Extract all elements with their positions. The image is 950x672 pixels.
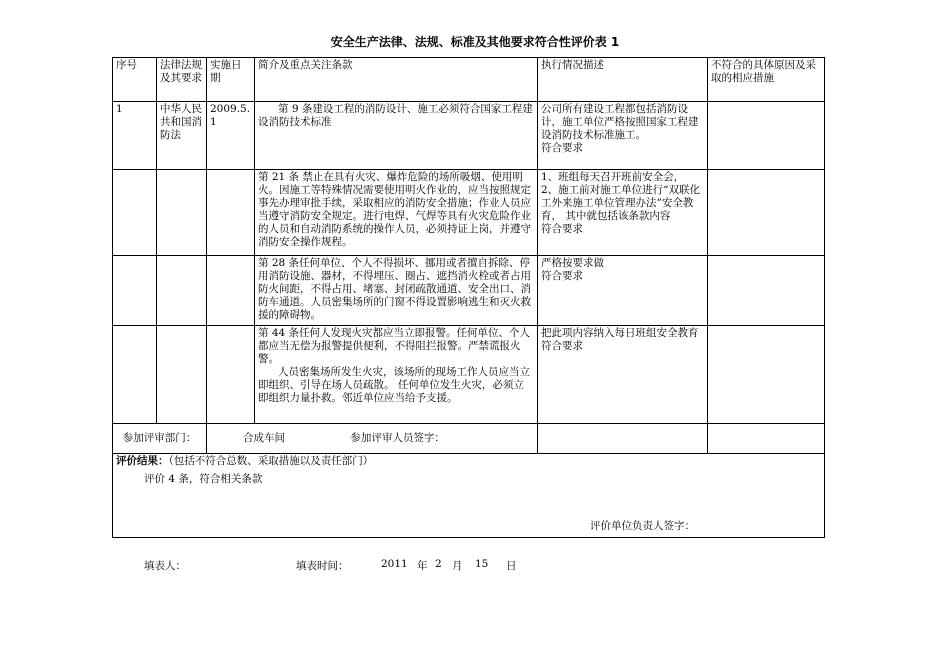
- row-execution: 1、班组每天召开班前安全会， 2、施工前对施工单位进行“双联化工外来施工单位管理办法”安全教育， 其中就包括该条款内容 符合要求: [538, 170, 708, 256]
- review-row: [113, 424, 825, 454]
- row-summary-cell: [255, 326, 538, 424]
- row-date: [207, 326, 255, 424]
- day-value: 15: [475, 558, 489, 570]
- year-unit: 年: [417, 560, 428, 572]
- review-signature-cell: [538, 424, 708, 454]
- page-title: 安全生产法律、法规、标准及其他要求符合性评价表 1: [330, 35, 620, 49]
- row-execution: 严格按要求做 符合要求: [538, 256, 708, 326]
- result-cell: [113, 454, 825, 538]
- row-summary-continued: 人员密集场所发生火灾，该场所的现场工作人员应当立即组织、引导在场人员疏散。 任何单位发生火灾，必须立即组织力量扑救。邻近单位应当给予支援。: [258, 366, 530, 404]
- day-unit: 日: [506, 560, 517, 572]
- row-execution: 公司所有建设工程都包括消防设计，施工单位严格按照国家工程建设消防技术标准施工。 符合要求: [538, 102, 708, 170]
- row-law: [157, 170, 207, 256]
- result-row: [113, 454, 825, 538]
- review-dept-cell: [207, 424, 538, 454]
- table-row: [113, 326, 825, 424]
- result-signature: 评价单位负责人签字：: [590, 520, 695, 532]
- row-seq: 1: [113, 102, 157, 170]
- row-date: [207, 170, 255, 256]
- evaluation-table: [112, 57, 825, 538]
- row-date: 2009.5.1: [207, 102, 255, 170]
- row-execution: 把此项内容纳入每日班组安全教育 符合要求: [538, 326, 708, 424]
- table-row: [113, 256, 825, 326]
- row-nonconformity: [708, 170, 825, 256]
- row-law: [157, 326, 207, 424]
- row-summary: 第 21 条 禁止在具有火灾、爆炸危险的场所吸烟、使用明火。因施工等特殊情况需要使用明火作业的，应当按照规定事先办理审批手续，采取相应的消防安全措施；作业人员应当遵守消防安全规定。进行电焊、气焊等具有火灾危险作业的人员和自动消防系统的操作人员，必须持证上岗，并遵守消防安全操作规程。: [255, 170, 538, 256]
- header-summary: 简介及重点关注条款: [255, 58, 538, 102]
- header-row: [113, 58, 825, 102]
- header-nonconformity: 不符合的具体原因及采取的相应措施: [708, 58, 825, 102]
- row-summary: 第 9 条建设工程的消防设计、施工必须符合国家工程建设消防技术标准: [255, 102, 538, 170]
- header-law: 法律法规及其要求: [157, 58, 207, 102]
- header-seq: 序号: [113, 58, 157, 102]
- review-dept-value: 合成车间: [243, 432, 285, 444]
- result-text: 评价 4 条，符合相关条款: [144, 473, 263, 485]
- table-row: [113, 170, 825, 256]
- result-note: （包括不符合总数、采取措施以及责任部门）: [168, 455, 374, 467]
- header-execution: 执行情况描述: [538, 58, 708, 102]
- time-label: 填表时间：: [296, 560, 349, 572]
- row-summary: 第 28 条任何单位、个人不得损坏、挪用或者擅自拆除、停用消防设施、器材，不得埋压、圈占、遮挡消火栓或者占用防火间距，不得占用、堵塞、封闭疏散通道、安全出口、消防车通道。人员密集场所的门窗不得设置影响逃生和灭火救援的障碍物。: [255, 256, 538, 326]
- review-empty-cell: [708, 424, 825, 454]
- row-nonconformity: [708, 102, 825, 170]
- month-unit: 月: [452, 560, 463, 572]
- row-seq: [113, 170, 157, 256]
- row-summary: 第 44 条任何人发现火灾都应当立即报警。任何单位、个人都应当无偿为报警提供便利，不得阻拦报警。严禁谎报火警。: [258, 327, 531, 365]
- filler-label: 填表人：: [144, 560, 186, 572]
- row-nonconformity: [708, 256, 825, 326]
- result-label: 评价结果：: [116, 455, 169, 467]
- row-law: 中华人民共和国消防法: [157, 102, 207, 170]
- row-seq: [113, 256, 157, 326]
- month-value: 2: [435, 558, 442, 570]
- row-law: [157, 256, 207, 326]
- review-signers-label: 参加评审人员签字：: [350, 432, 445, 444]
- review-dept-label: 参加评审部门：: [113, 424, 207, 454]
- year-value: 2011: [381, 558, 408, 570]
- row-nonconformity: [708, 326, 825, 424]
- row-seq: [113, 326, 157, 424]
- header-date: 实施日期: [207, 58, 255, 102]
- row-date: [207, 256, 255, 326]
- table-row: [113, 102, 825, 170]
